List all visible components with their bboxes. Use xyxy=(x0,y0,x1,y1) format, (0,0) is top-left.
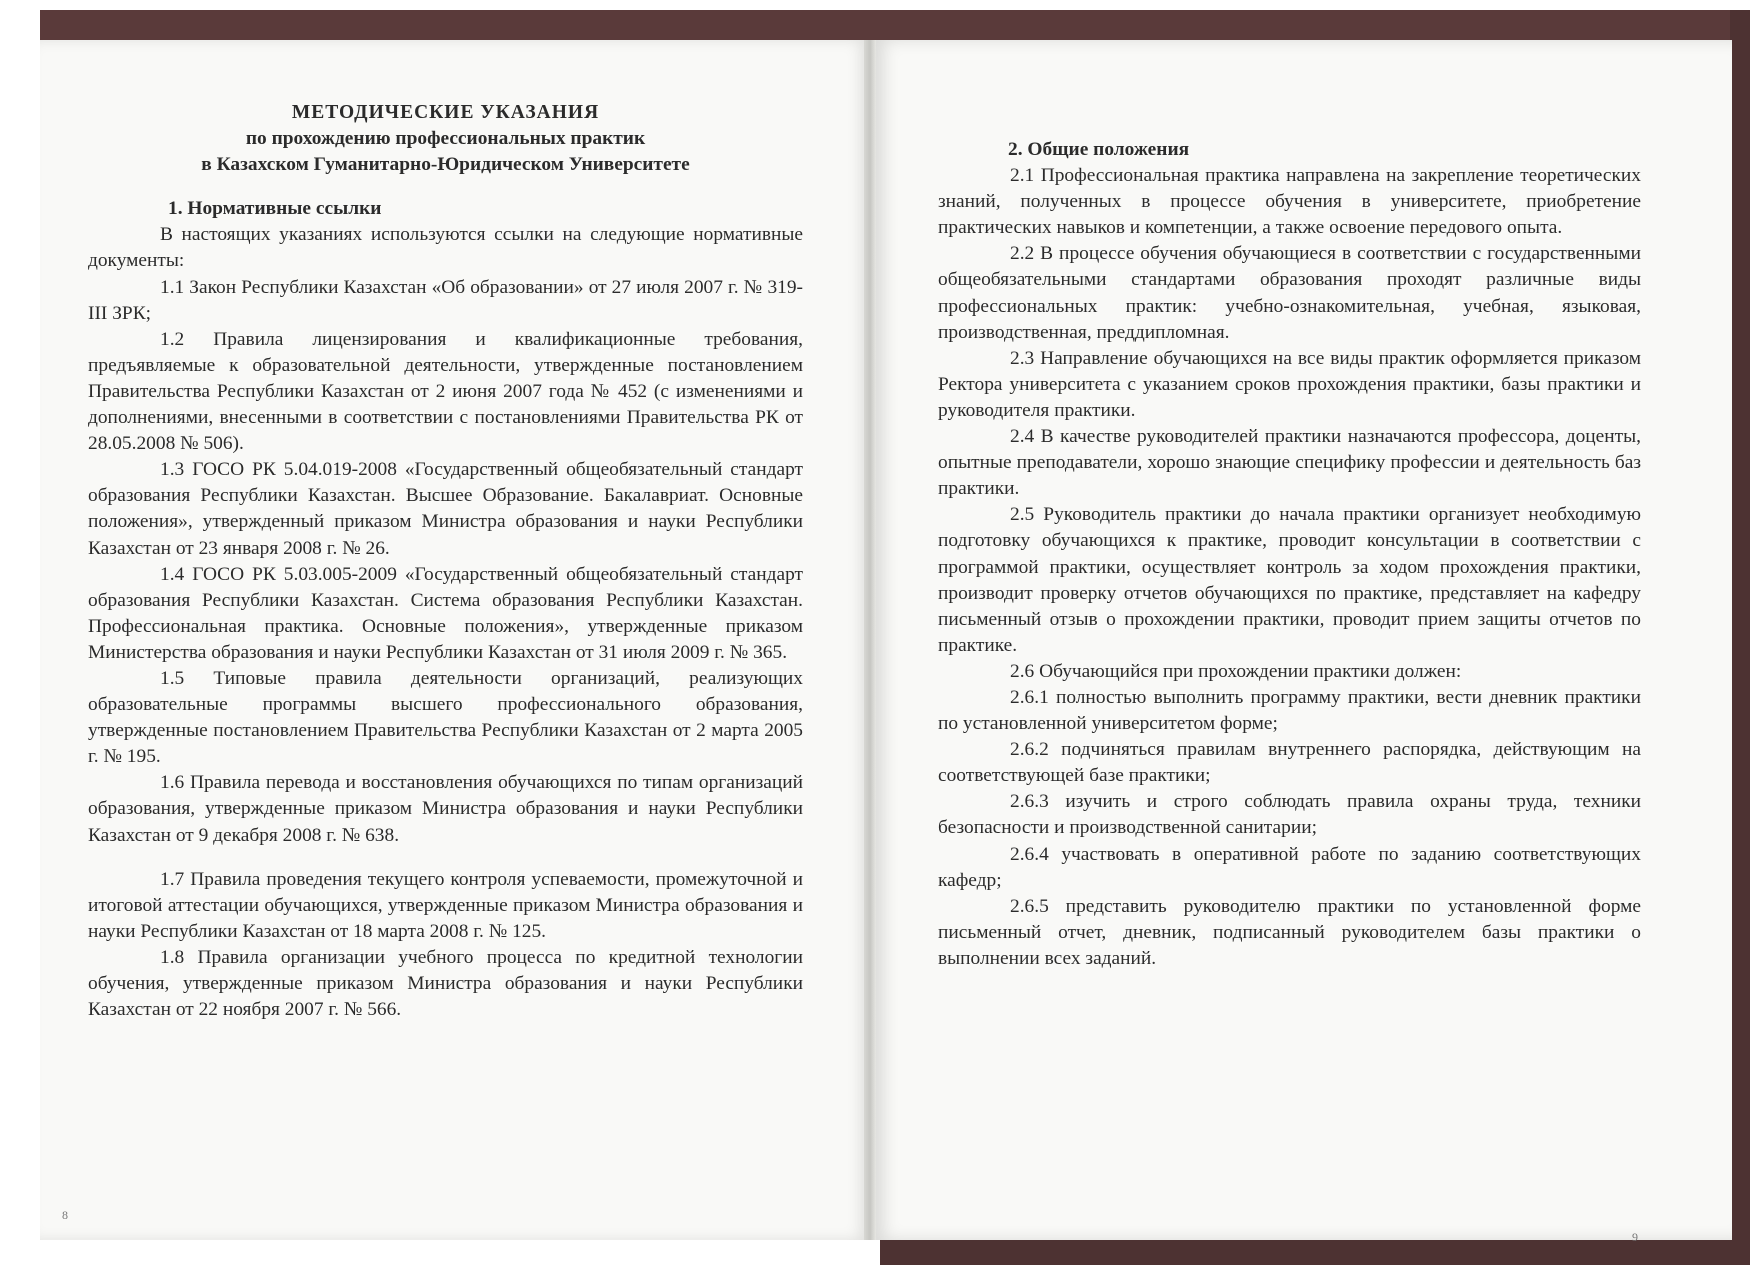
paragraph-1-8: 1.8 Правила организации учебного процесса по кредитной технологии обучения, утвержденные приказом Министра образования и науки Республики Казахстан от 22 ноября 2007 г. № 566. xyxy=(88,946,803,1021)
paragraph-2-6: 2.6 Обучающийся при прохождении практики должен: xyxy=(1010,660,1462,682)
paragraph-2-6-2: 2.6.2 подчиняться правилам внутреннего распорядка, действующим на соответствующей базе практики; xyxy=(938,739,1641,787)
section-heading-normative-references: 1. Нормативные ссылки xyxy=(168,198,382,220)
book-spine xyxy=(864,40,876,1240)
paragraph-2-6-4: 2.6.4 участвовать в оперативной работе по заданию соответствующих кафедр; xyxy=(938,843,1641,891)
paragraph-2-3: 2.3 Направление обучающихся на все виды практик оформляется приказом Ректора университета с указанием сроков прохождения практики, базы практики и руководителя практики. xyxy=(938,347,1641,421)
document-subtitle-line2: в Казахском Гуманитарно-Юридическом Университете xyxy=(201,154,690,176)
left-page-text xyxy=(88,100,803,1023)
paragraph-1-2: 1.2 Правила лицензирования и квалификационные требования, предъявляемые к образовательной деятельности, утвержденные постановлением Правительства Республики Казахстан от 2 июня 2007 года № 452 (с изменениями и дополнениями, внесенными в соответствии с постановлениями Правительства РК от 28.05.2008 № 506). xyxy=(88,328,803,455)
paragraph-2-2: 2.2 В процессе обучения обучающиеся в соответствии с государственными общеобязательными стандартами образования проходят различные виды профессиональных практик: учебно-ознакомительная, учебная, языковая, производственная, преддипломная. xyxy=(938,243,1641,343)
document-subtitle-line1: по прохождению профессиональных практик xyxy=(245,128,646,150)
paragraph-intro: В настоящих указаниях используются ссылки на следующие нормативные документы: xyxy=(88,224,803,272)
paragraph-2-4: 2.4 В качестве руководителей практики назначаются профессора, доценты, опытные преподаватели, хорошо знающие специфику профессии и деятельность баз практики. xyxy=(938,426,1641,500)
paragraph-1-1: 1.1 Закон Республики Казахстан «Об образовании» от 27 июля 2007 г. № 319-III ЗРК; xyxy=(88,276,803,324)
paragraph-2-1: 2.1 Профессиональная практика направлена на закрепление теоретических знаний, полученных в процессе обучения в университете, приобретение практических навыков и компетенции, а также освоение передового опыта. xyxy=(938,165,1641,239)
paragraph-1-6: 1.6 Правила перевода и восстановления обучающихся по типам организаций образования, утвержденные приказом Министра образования и науки Республики Казахстан от 9 декабря 2008 г. № 638. xyxy=(88,772,803,846)
scan-border-right xyxy=(1730,10,1750,1265)
paragraph-1-4: 1.4 ГОСО РК 5.03.005-2009 «Государственный общеобязательный стандарт образования Республики Казахстан. Система образования Республики Казахстан. Профессиональная практика. Основные положения», утвержденные приказом Министерства образования и науки Республики Казахстан от 31 июля 2009 г. № 365. xyxy=(88,563,803,663)
paragraph-1-3: 1.3 ГОСО РК 5.04.019-2008 «Государственный общеобязательный стандарт образования Республики Казахстан. Высшее Образование. Бакалавриат. Основные положения», утвержденный приказом Министра образования и науки Республики Казахстан от 23 января 2008 г. № 26. xyxy=(88,459,803,559)
section-heading-general-provisions: 2. Общие положения xyxy=(1008,139,1190,160)
document-title: МЕТОДИЧЕСКИЕ УКАЗАНИЯ xyxy=(291,102,600,123)
right-page-text xyxy=(938,137,1641,972)
paragraph-2-5: 2.5 Руководитель практики до начала практики организует необходимую подготовку обучающихся к практике, проводит консультации в соответствии с программой практики, осуществляет контроль за ходом прохождения практики, производит проверку отчетов обучающихся по практике, представляет на кафедру письменный отзыв о прохождении практики, проводит прием защиты отчетов по практике. xyxy=(938,504,1641,656)
page-number-right: 9 xyxy=(1632,1230,1638,1244)
paragraph-2-6-1: 2.6.1 полностью выполнить программу практики, вести дневник практики по установленной университетом форме; xyxy=(938,686,1641,735)
paragraph-2-6-3: 2.6.3 изучить и строго соблюдать правила охраны труда, техники безопасности и производственной санитарии; xyxy=(938,791,1641,839)
page-number-left: 8 xyxy=(62,1208,68,1222)
scan-border-top xyxy=(40,10,1740,40)
scan-border-bottom xyxy=(880,1240,1740,1265)
paragraph-1-7: 1.7 Правила проведения текущего контроля успеваемости, промежуточной и итоговой аттестации обучающихся, утвержденные приказом Министра образования и науки Республики Казахстан от 18 марта 2008 г. № 125. xyxy=(88,868,803,942)
paragraph-2-6-5: 2.6.5 представить руководителю практики по установленной форме письменный отчет, дневник, подписанный руководителем базы практики о выполнении всех заданий. xyxy=(938,895,1641,969)
paragraph-1-5: 1.5 Типовые правила деятельности организаций, реализующих образовательные программы высшего профессионального образования, утвержденные постановлением Правительства Республики Казахстан от 2 марта 2005 г. № 195. xyxy=(88,667,803,768)
